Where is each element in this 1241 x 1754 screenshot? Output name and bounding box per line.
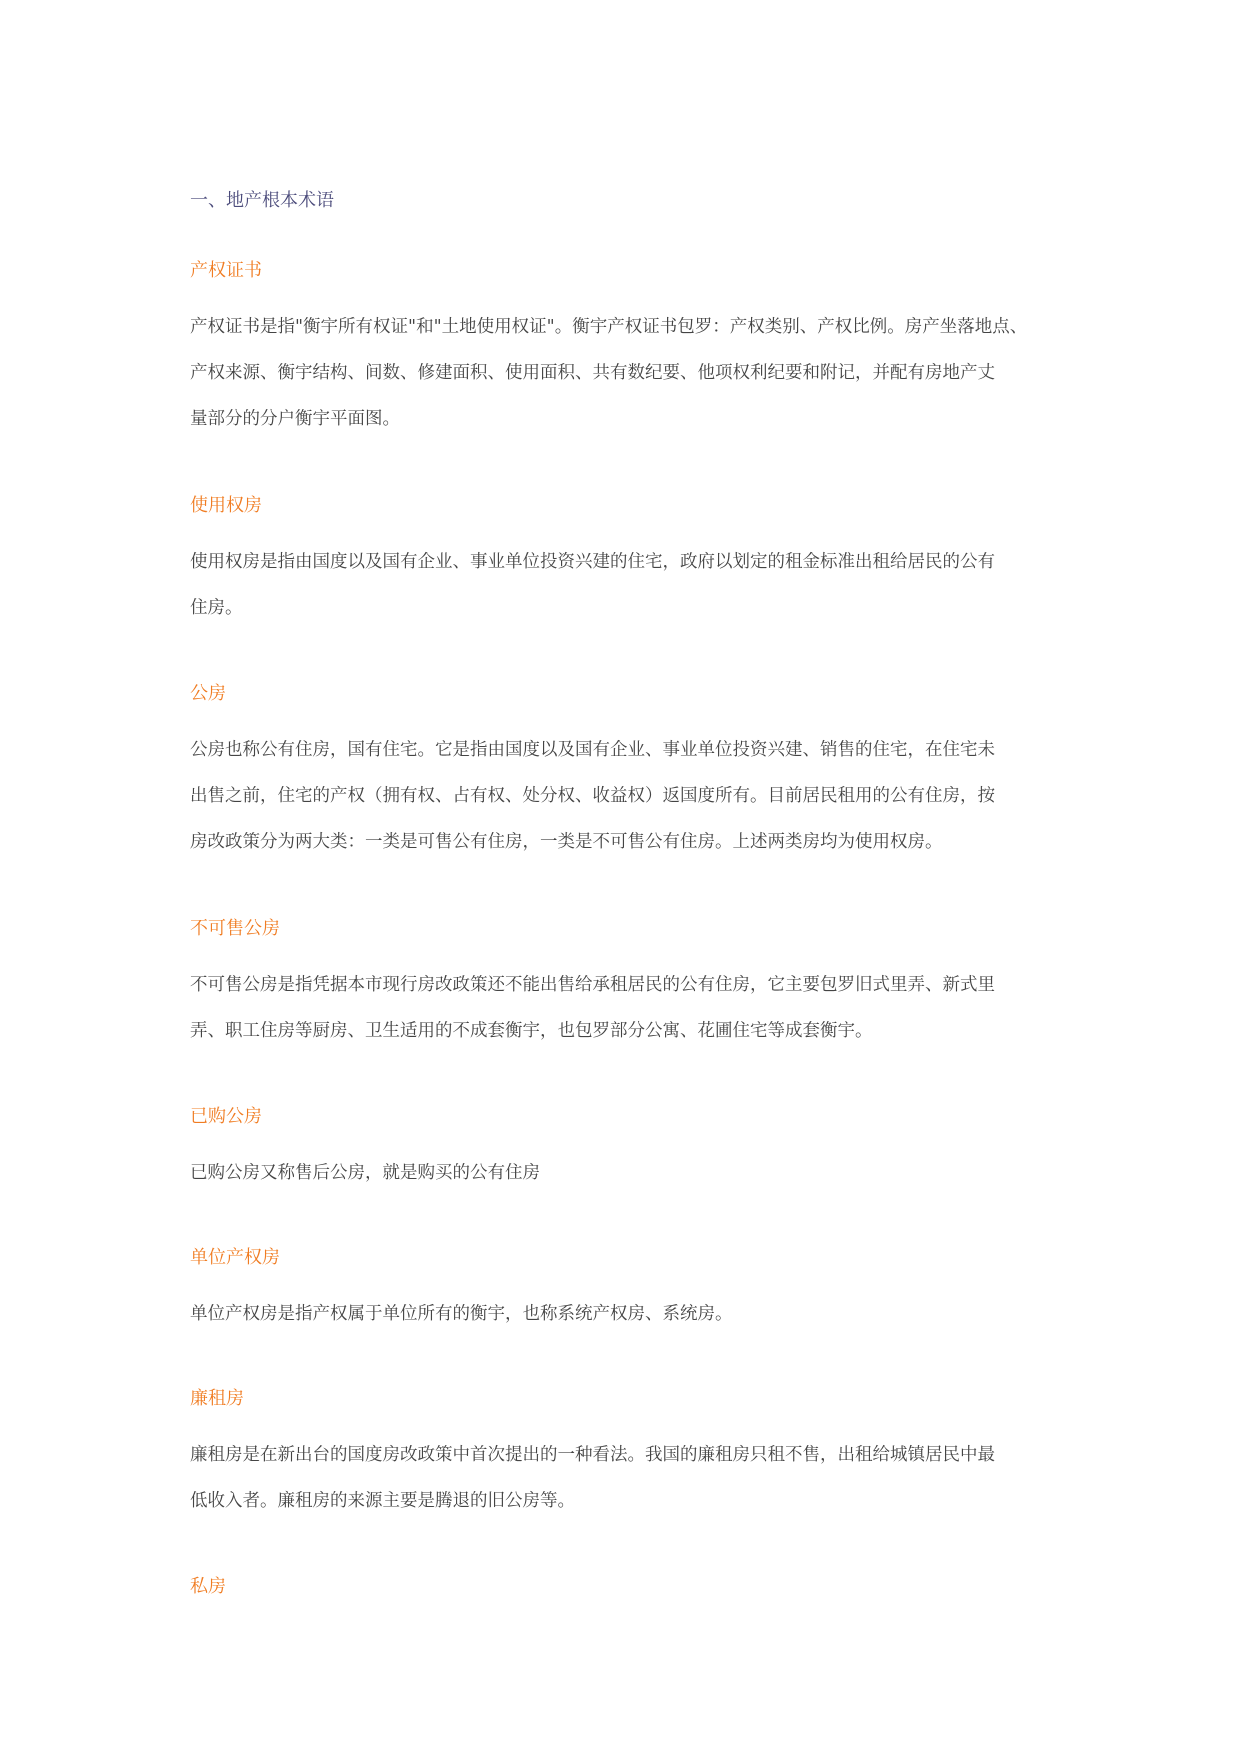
term-title: 已购公房 (190, 1106, 262, 1127)
term-title: 公房 (190, 683, 226, 704)
term-definition (190, 1432, 1060, 1524)
term-title: 使用权房 (190, 495, 262, 516)
term-entry-property-certificate (190, 259, 1060, 442)
term-title: 私房 (190, 1576, 226, 1597)
term-definition (190, 1150, 1060, 1196)
section-title: 一、地产根本术语 (190, 190, 334, 211)
term-entry-purchased-public-housing (190, 1105, 1060, 1196)
term-title: 产权证书 (190, 260, 262, 281)
term-entry-private-housing (190, 1575, 1060, 1599)
term-entry-public-housing (190, 682, 1060, 865)
definition-line: 产权来源、衡宇结构、间数、修建面积、使用面积、共有数纪要、他项权利纪要和附记，并配有房地产丈 (190, 363, 995, 383)
definition-line: 出售之前，住宅的产权（拥有权、占有权、处分权、收益权）返国度所有。目前居民租用的公有住房，按 (190, 786, 995, 806)
term-title: 单位产权房 (190, 1247, 280, 1268)
term-definition (190, 304, 1060, 442)
definition-line: 公房也称公有住房，国有住宅。它是指由国度以及国有企业、事业单位投资兴建、销售的住宅，在住宅未 (190, 740, 995, 760)
term-entry-low-rent-housing (190, 1387, 1060, 1524)
definition-line: 低收入者。廉租房的来源主要是腾退的旧公房等。 (190, 1491, 575, 1511)
definition-line: 使用权房是指由国度以及国有企业、事业单位投资兴建的住宅，政府以划定的租金标准出租给居民的公有 (190, 552, 995, 572)
term-title: 不可售公房 (190, 918, 280, 939)
definition-line: 住房。 (190, 598, 243, 618)
term-definition (190, 727, 1060, 865)
definition-line: 已购公房又称售后公房，就是购买的公有住房 (190, 1163, 540, 1183)
term-definition (190, 539, 1060, 631)
definition-line: 廉租房是在新出台的国度房改政策中首次提出的一种看法。我国的廉租房只租不售，出租给城镇居民中最 (190, 1445, 995, 1465)
definition-line: 不可售公房是指凭据本市现行房改政策还不能出售给承租居民的公有住房，它主要包罗旧式里弄、新式里 (190, 975, 995, 995)
term-entry-non-saleable-public-housing (190, 917, 1060, 1054)
term-definition (190, 1291, 1060, 1337)
definition-line: 产权证书是指"衡宇所有权证"和"土地使用权证"。衡宇产权证书包罗：产权类别、产权比例。房产坐落地点、 (190, 317, 1028, 337)
term-title: 廉租房 (190, 1388, 244, 1409)
term-entry-use-right-housing (190, 494, 1060, 631)
definition-line: 房改政策分为两大类：一类是可售公有住房，一类是不可售公有住房。上述两类房均为使用权房。 (190, 832, 943, 852)
term-entry-unit-property-housing (190, 1246, 1060, 1337)
term-definition (190, 962, 1060, 1054)
definition-line: 量部分的分户衡宇平面图。 (190, 409, 400, 429)
definition-line: 单位产权房是指产权属于单位所有的衡宇，也称系统产权房、系统房。 (190, 1304, 733, 1324)
definition-line: 弄、职工住房等厨房、卫生适用的不成套衡宇，也包罗部分公寓、花圃住宅等成套衡宇。 (190, 1021, 873, 1041)
